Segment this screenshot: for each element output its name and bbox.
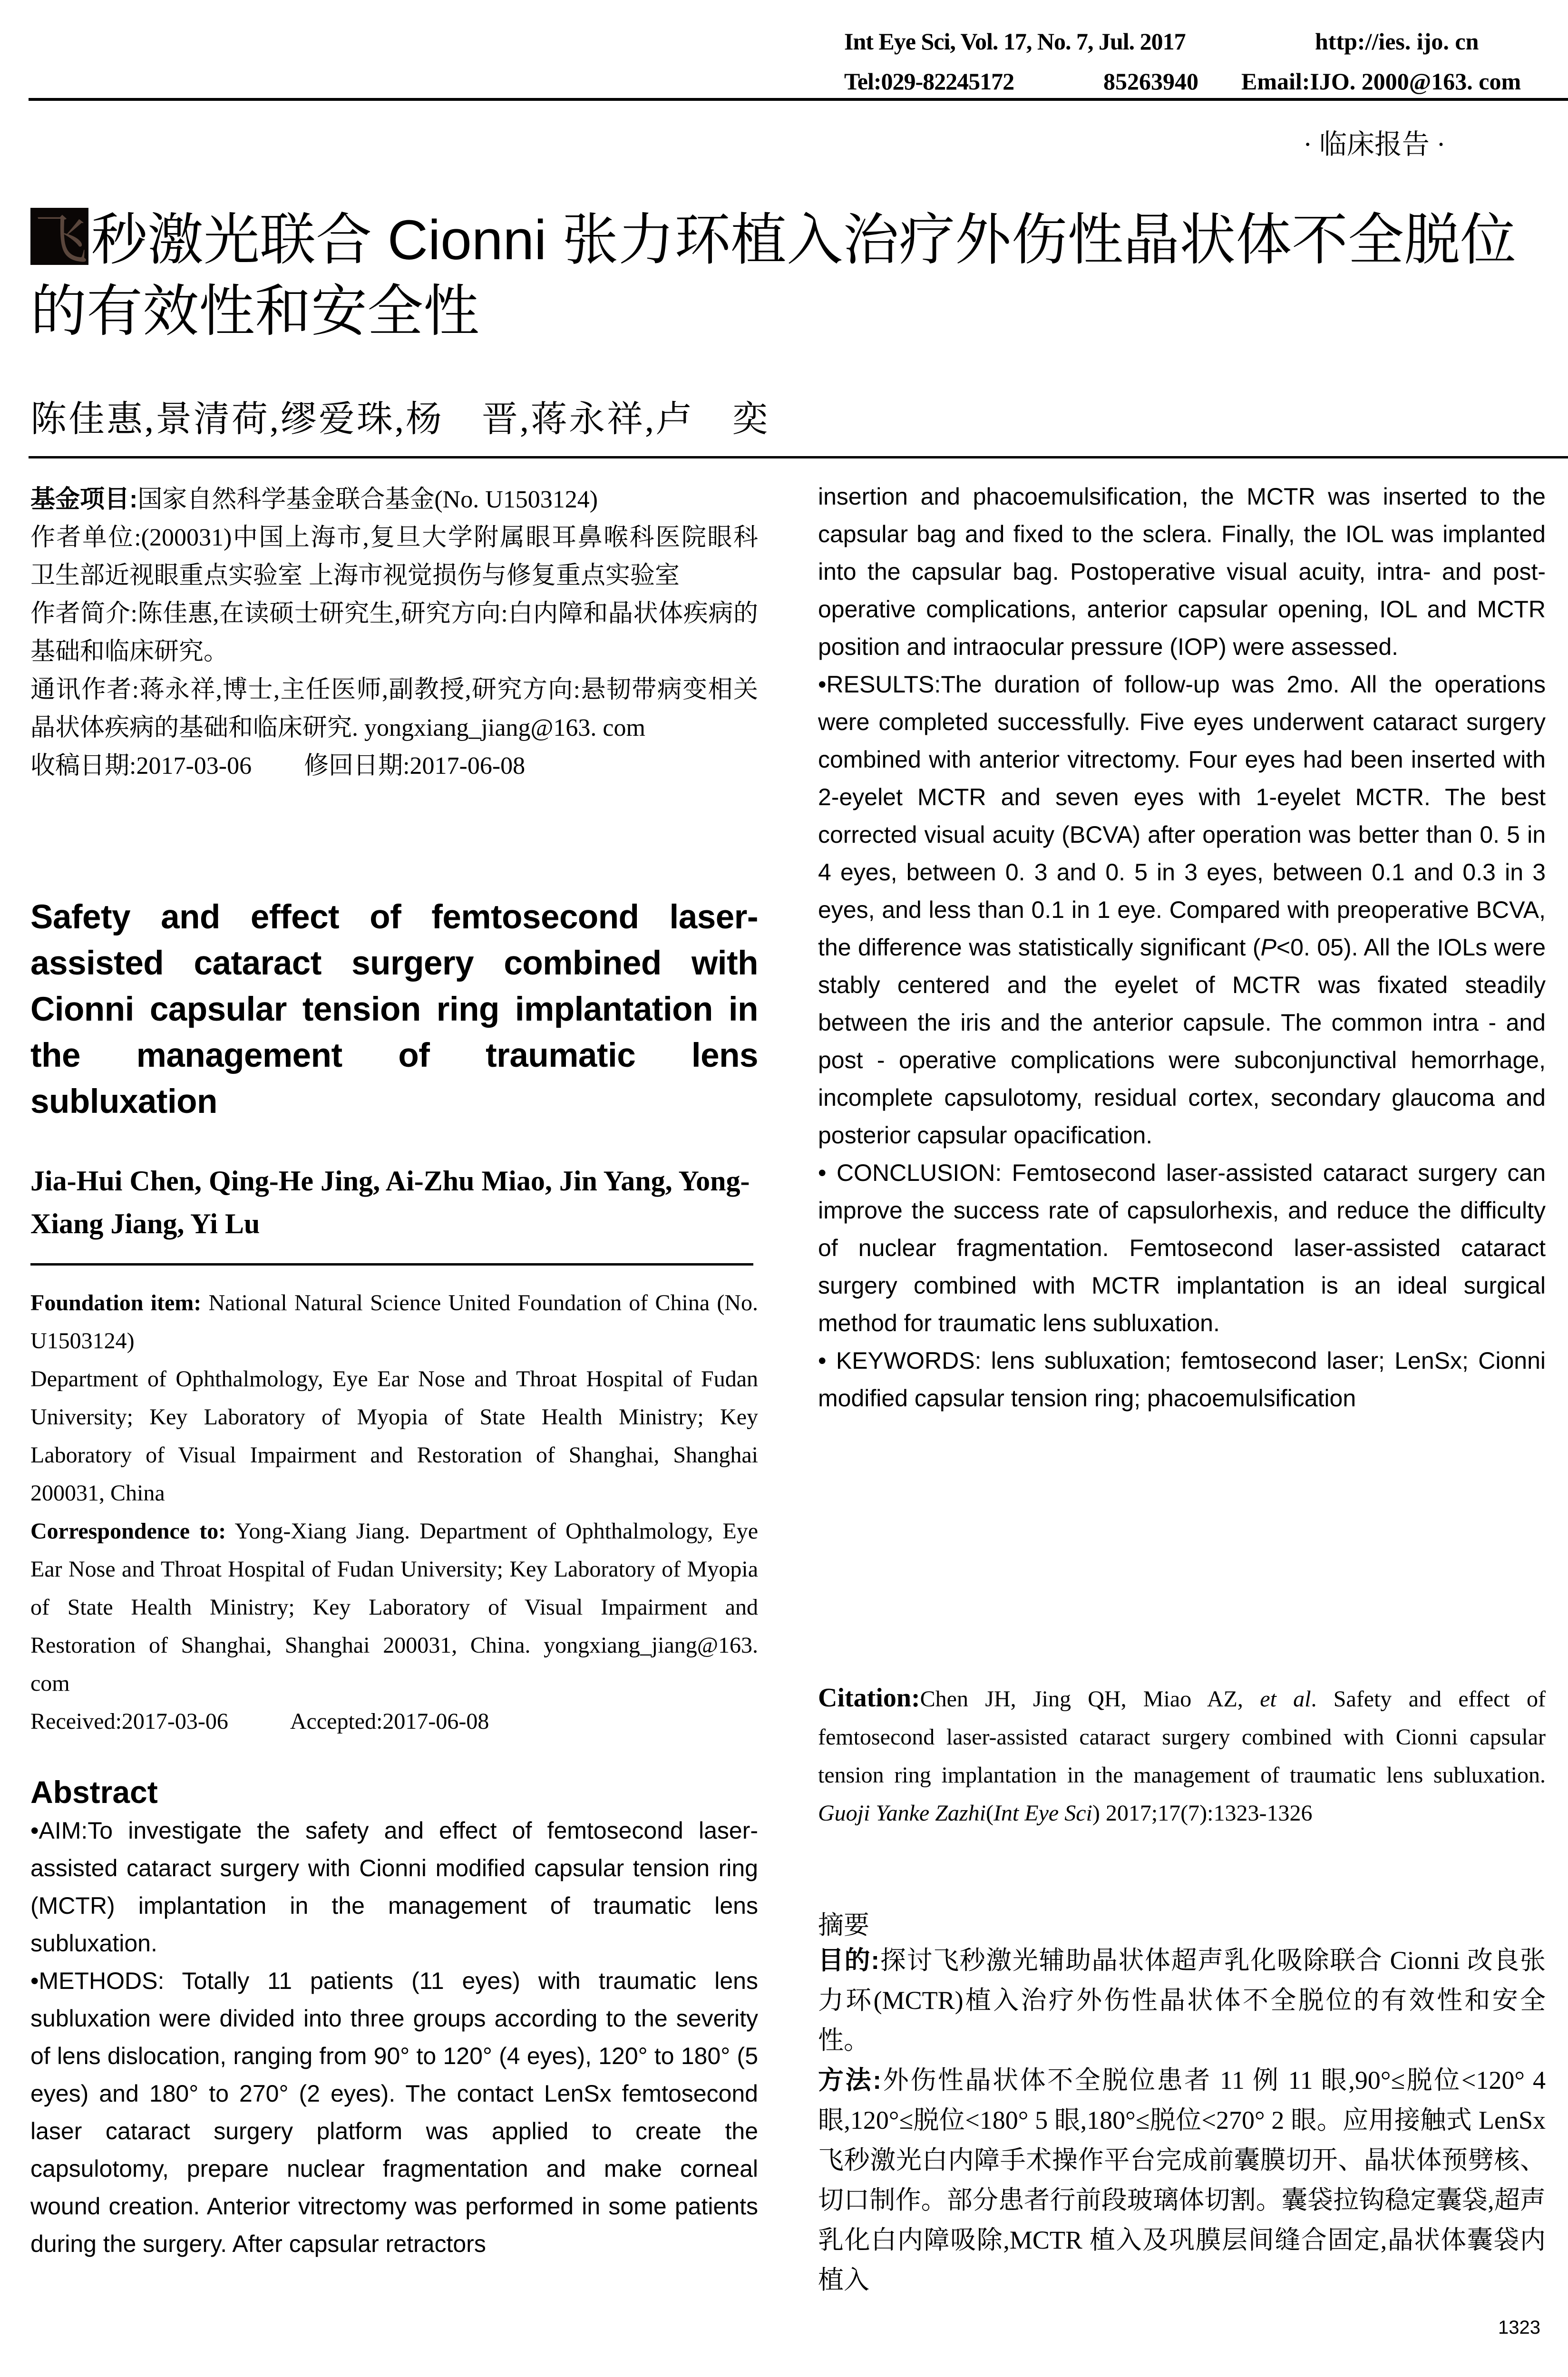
- page-number: 1323: [1498, 2317, 1540, 2338]
- abstract-conclusion: [818, 1154, 1546, 1342]
- authors-rule: [29, 456, 1568, 458]
- unit-cn: 作者单位:(200031)中国上海市,复旦大学附属眼耳鼻喉科医院眼科 卫生部近视眼重点实验室 上海市视觉损伤与修复重点实验室: [30, 524, 758, 589]
- authors-en: Jia-Hui Chen, Qing-He Jing, Ai-Zhu Miao, Jin Yang, Yong-Xiang Jiang, Yi Lu: [30, 1165, 750, 1239]
- results-label: •RESULTS:: [818, 671, 941, 698]
- abstract-results: [818, 666, 1546, 1154]
- citation-label: Citation:: [818, 1683, 920, 1713]
- methods-cn-text: 外伤性晶状体不全脱位患者 11 例 11 眼,90°≤脱位<120° 4 眼,120°≤脱位<180° 5 眼,180°≤脱位<270° 2 眼。应用接触式 LenSx 飞秒激光白内障手术操作平台完成前囊膜切开、晶状体预劈核、切口制作。部分患者行前段玻璃体切割。囊袋拉钩稳定囊袋,超声乳化白内障吸除,MCTR 植入及巩膜层间缝合固定,晶状体囊袋内植入: [818, 2066, 1546, 2294]
- abstract-right: [818, 478, 1546, 1417]
- journal-tel: Tel:029-82245172: [844, 68, 1014, 95]
- accepted-en: Accepted:2017-06-08: [290, 1709, 489, 1734]
- title-text: 秒激光联合 Cionni 张力环植入治疗外伤性晶状体不全脱位的有效性和安全性: [30, 209, 1517, 343]
- abstract-keywords: [818, 1342, 1546, 1417]
- journal-email: Email:IJO. 2000@163. com: [1241, 68, 1521, 95]
- foundation-en: [30, 1284, 758, 1360]
- corr-en: [30, 1512, 758, 1703]
- citation-etal: et al: [1260, 1686, 1311, 1712]
- citation-paren: (: [985, 1801, 993, 1826]
- citation-journal-en: Int Eye Sci: [993, 1801, 1092, 1826]
- revised-cn: 修回日期:2017-06-08: [304, 752, 526, 779]
- abstract-aim: [30, 1812, 758, 1962]
- results-text-a: The duration of follow-up was 2mo. All the operations were completed successfully. Five eyes underwent cataract surgery combined with anterior vitrectomy. Four eyes had been inserted with 2-eyelet MCTR and seven eyes with 1-eyelet MCTR. The best corrected visual acuity (BCVA) after operation was better than 0. 5 in 4 eyes, between 0. 3 and 0. 5 in 3 eyes, between 0.1 and 0.3 in 3 eyes, and less than 0.1 in 1 eye. Compared with preoperative BCVA, the difference was statistically significant (: [818, 671, 1546, 961]
- results-p: P: [1260, 934, 1276, 961]
- abstract-methods: [30, 1962, 758, 2263]
- authors-en-rule: [30, 1263, 753, 1266]
- abstract-cn-heading: 摘要: [818, 1911, 869, 1939]
- dates-en: [30, 1703, 758, 1741]
- abstract-left: [30, 1812, 758, 2263]
- meta-en: [30, 1284, 758, 1741]
- fund-cn-text: 国家自然科学基金联合基金(No. U1503124): [137, 486, 598, 513]
- abstract-methods-cont: insertion and phacoemulsification, the MCTR was inserted to the capsular bag and fixed to the sclera. Finally, the IOL was implanted into the capsular bag. Postoperative visual acuity, intra- and post-operative complications, anterior capsular opening, IOL and MCTR position and intraocular pressure (IOP) were assessed.: [818, 483, 1546, 660]
- received-en: Received:2017-03-06: [30, 1709, 228, 1734]
- fund-cn: [30, 480, 758, 519]
- conclusion-label: • CONCLUSION:: [818, 1159, 1002, 1186]
- conclusion-text: Femtosecond laser-assisted cataract surgery can improve the success rate of capsulorhexis, and reduce the difficulty of nuclear fragmentation. Femtosecond laser-assisted cataract surgery combined with MCTR implantation is an ideal surgical method for traumatic lens subluxation.: [818, 1159, 1546, 1336]
- aim-label: •AIM:: [30, 1817, 88, 1844]
- corr-label: Correspondence to:: [30, 1519, 226, 1544]
- received-cn: 收稿日期:2017-03-06: [30, 752, 252, 779]
- abstract-heading: Abstract: [30, 1774, 158, 1810]
- dates-cn: [30, 747, 758, 785]
- meta-cn: [30, 480, 758, 785]
- abstract-cn-aim: [818, 1940, 1546, 2060]
- bio-cn: 作者简介:陈佳惠,在读硕士研究生,研究方向:白内障和晶状体疾病的基础和临床研究。: [30, 600, 758, 665]
- foundation-label: Foundation item:: [30, 1290, 202, 1315]
- citation-journal: Guoji Yanke Zazhi: [818, 1801, 986, 1826]
- citation-authors: Chen JH, Jing QH, Miao AZ,: [920, 1686, 1243, 1712]
- abstract-cn: [818, 1940, 1546, 2300]
- methods-cn-label: 方法:: [818, 2066, 882, 2094]
- corr-text: Yong-Xiang Jiang. Department of Ophthalmology, Eye Ear Nose and Throat Hospital of Fudan University; Key Laboratory of Myopia of State Health Ministry; Key Laboratory of Visual Impairment and Restoration of Shanghai, Shanghai 200031, China. yongxiang_jiang@163. com: [30, 1519, 758, 1696]
- section-tag: · 临床报告 ·: [1303, 129, 1446, 160]
- keywords-text: lens subluxation; femtosecond laser; LenSx; Cionni modified capsular tension ring; phacoemulsification: [818, 1347, 1546, 1412]
- aim-cn-text: 探讨飞秒激光辅助晶状体超声乳化吸除联合 Cionni 改良张力环(MCTR)植入治疗外伤性晶状体不全脱位的有效性和安全性。: [818, 1946, 1546, 2055]
- journal-tel2: 85263940: [1103, 68, 1198, 95]
- journal-info: Int Eye Sci, Vol. 17, No. 7, Jul. 2017: [844, 28, 1186, 55]
- citation-rest: ) 2017;17(7):1323-1326: [1092, 1801, 1313, 1826]
- aim-text: To investigate the safety and effect of femtosecond laser-assisted cataract surgery with Cionni modified capsular tension ring (MCTR) implantation in the management of traumatic lens subluxation.: [30, 1817, 758, 1957]
- keywords-label: • KEYWORDS:: [818, 1347, 982, 1374]
- methods-text-left: Totally 11 patients (11 eyes) with traumatic lens subluxation were divided into three groups according to the severity of lens dislocation, ranging from 90° to 120° (4 eyes), 120° to 180° (5 eyes) and 180° to 270° (2 eyes). The contact LenSx femtosecond laser cataract surgery platform was applied to create the capsulotomy, prepare nuclear fragmentation and make corneal wound creation. Anterior vitrectomy was performed in some patients during the surgery. After capsular retractors: [30, 1968, 758, 2257]
- foundation-text: National Natural Science United Foundation of China (No. U1503124): [30, 1290, 759, 1354]
- header-rule: [29, 98, 1568, 101]
- citation: [818, 1679, 1546, 1832]
- aim-cn-label: 目的:: [818, 1946, 880, 1975]
- authors-cn: 陈佳惠,景清荷,缪爱珠,杨 晋,蒋永祥,卢 奕: [30, 399, 770, 439]
- abstract-cn-methods: [818, 2060, 1546, 2300]
- corr-cn: 通讯作者:蒋永祥,博士,主任医师,副教授,研究方向:悬韧带病变相关晶状体疾病的基础和临床研究. yongxiang_jiang@163. com: [30, 676, 758, 741]
- department-en: Department of Ophthalmology, Eye Ear Nose and Throat Hospital of Fudan University; Key Laboratory of Myopia of State Health Ministry; Key Laboratory of Visual Impairment and Restoration of Shanghai, Shanghai 200031, China: [30, 1366, 758, 1506]
- journal-website[interactable]: http://ies. ijo. cn: [1315, 28, 1479, 55]
- methods-label: •METHODS:: [30, 1968, 165, 1994]
- page-title: [30, 205, 1557, 347]
- title-en: Safety and effect of femtosecond laser-assisted cataract surgery combined with Cionni capsular tension ring implantation in the management of traumatic lens subluxation: [30, 898, 758, 1120]
- fund-cn-label: 基金项目:: [30, 486, 138, 513]
- title-logo-icon: 飞: [30, 208, 88, 265]
- results-text-b: <0. 05). All the IOLs were stably centered and the eyelet of MCTR was fixated steadily between the iris and the anterior capsule. The common intra - and post - operative complications were subconjunctival hemorrhage, incomplete capsulotomy, residual cortex, secondary glaucoma and posterior capsular opacification.: [818, 934, 1546, 1149]
- citation-title: . Safety and effect of femtosecond laser-assisted cataract surgery combined with Cionni capsular tension ring implantation in the management of traumatic lens subluxation.: [818, 1686, 1546, 1788]
